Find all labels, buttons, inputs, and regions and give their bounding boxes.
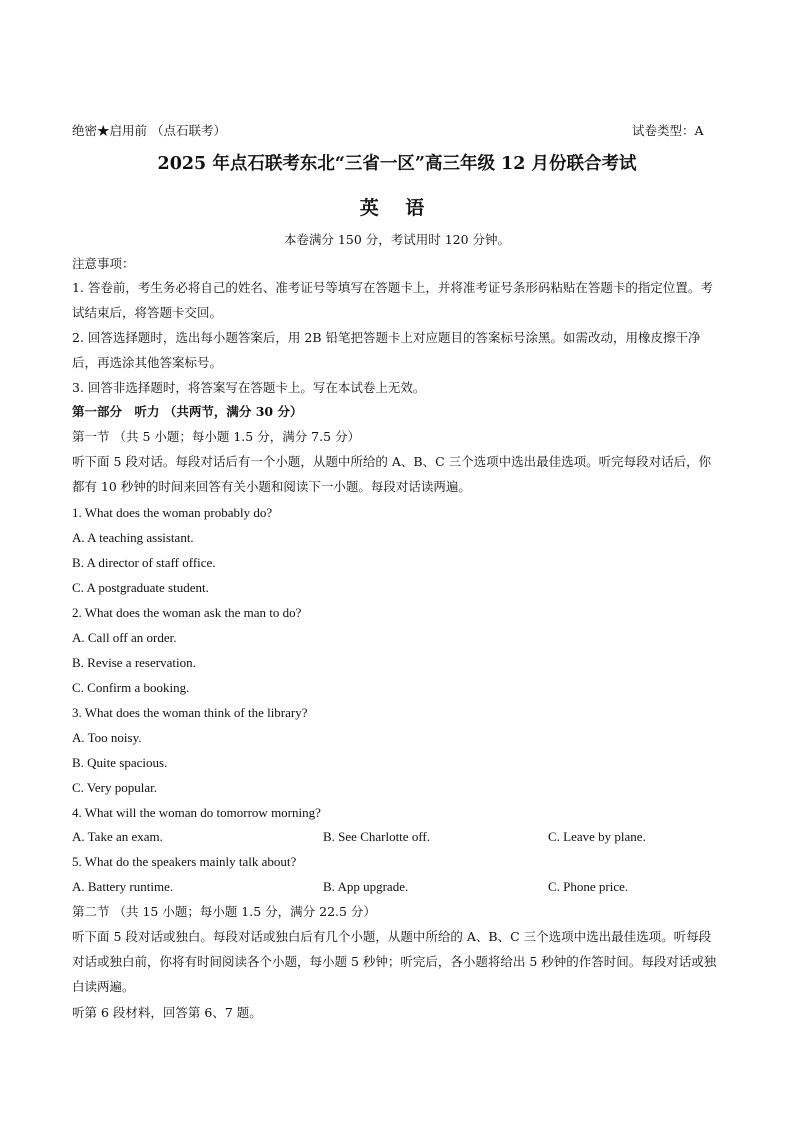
question-1: 1. What does the woman probably do? <box>72 505 273 520</box>
q5-option-b: B. App upgrade. <box>323 879 409 894</box>
score-note: 本卷满分 150 分，考试用时 120 分钟。 <box>283 232 511 247</box>
question-2: 2. What does the woman ask the man to do? <box>72 605 302 620</box>
q3-option-b: B. Quite spacious. <box>72 755 168 770</box>
q4-option-a: A. Take an exam. <box>72 829 163 844</box>
q1-option-b: B. A director of staff office. <box>72 555 216 570</box>
section2-heading: 第二节 （共 15 小题；每小题 1.5 分，满分 22.5 分） <box>72 904 376 919</box>
notice-heading: 注意事项： <box>72 256 135 271</box>
q2-option-b: B. Revise a reservation. <box>72 655 196 670</box>
q5-option-c: C. Phone price. <box>548 879 629 894</box>
question-5: 5. What do the speakers mainly talk about? <box>72 854 297 869</box>
confidential-label: 绝密★启用前 （点石联考） <box>72 123 226 138</box>
material-6-note: 听第 6 段材料，回答第 6、7 题。 <box>72 1005 262 1020</box>
notice-item-3: 3. 回答非选择题时，将答案写在答题卡上。写在本试卷上无效。 <box>72 380 426 395</box>
exam-title: 2025 年点石联考东北“三省一区”高三年级 12 月份联合考试 <box>157 154 637 174</box>
q2-option-c: C. Confirm a booking. <box>72 680 190 695</box>
question-3: 3. What does the woman think of the library? <box>72 705 308 720</box>
q1-option-c: C. A postgraduate student. <box>72 580 209 595</box>
section1-instruction: 听下面 5 段对话。每段对话后有一个小题，从题中所给的 A、B、C 三个选项中选出最佳选项。听完每段对话后，你都有 10 秒钟的时间来回答有关小题和阅读下一小题。每段对话读两遍。 <box>72 454 712 494</box>
notice-item-1: 1. 答卷前，考生务必将自己的姓名、准考证号等填写在答题卡上，并将准考证号条形码粘贴在答题卡的指定位置。考试结束后，将答题卡交回。 <box>72 280 713 320</box>
paper-type-label: 试卷类型：A <box>632 123 704 138</box>
part1-heading: 第一部分 听力 （共两节，满分 30 分） <box>72 404 303 419</box>
section1-heading: 第一节 （共 5 小题；每小题 1.5 分，满分 7.5 分） <box>72 429 361 444</box>
question-4: 4. What will the woman do tomorrow morning? <box>72 805 321 820</box>
q3-option-a: A. Too noisy. <box>72 730 142 745</box>
notice-item-2: 2. 回答选择题时，选出每小题答案后，用 2B 铅笔把答题卡上对应题目的答案标号涂黑。如需改动，用橡皮擦干净后，再选涂其他答案标号。 <box>72 330 701 370</box>
subject-title: 英 语 <box>359 197 435 219</box>
q1-option-a: A. A teaching assistant. <box>72 530 194 545</box>
q4-option-c: C. Leave by plane. <box>548 829 646 844</box>
section2-instruction: 听下面 5 段对话或独白。每段对话或独白后有几个小题，从题中所给的 A、B、C 三个选项中选出最佳选项。听每段对话或独白前，你将有时间阅读各个小题，每小题 5 秒钟；听完后，各小题将给出 5 秒钟的作答时间。每段对话或独白读两遍。 <box>72 929 717 994</box>
q4-option-b: B. See Charlotte off. <box>323 829 430 844</box>
q2-option-a: A. Call off an order. <box>72 630 177 645</box>
q5-option-a: A. Battery runtime. <box>72 879 174 894</box>
q3-option-c: C. Very popular. <box>72 780 157 795</box>
